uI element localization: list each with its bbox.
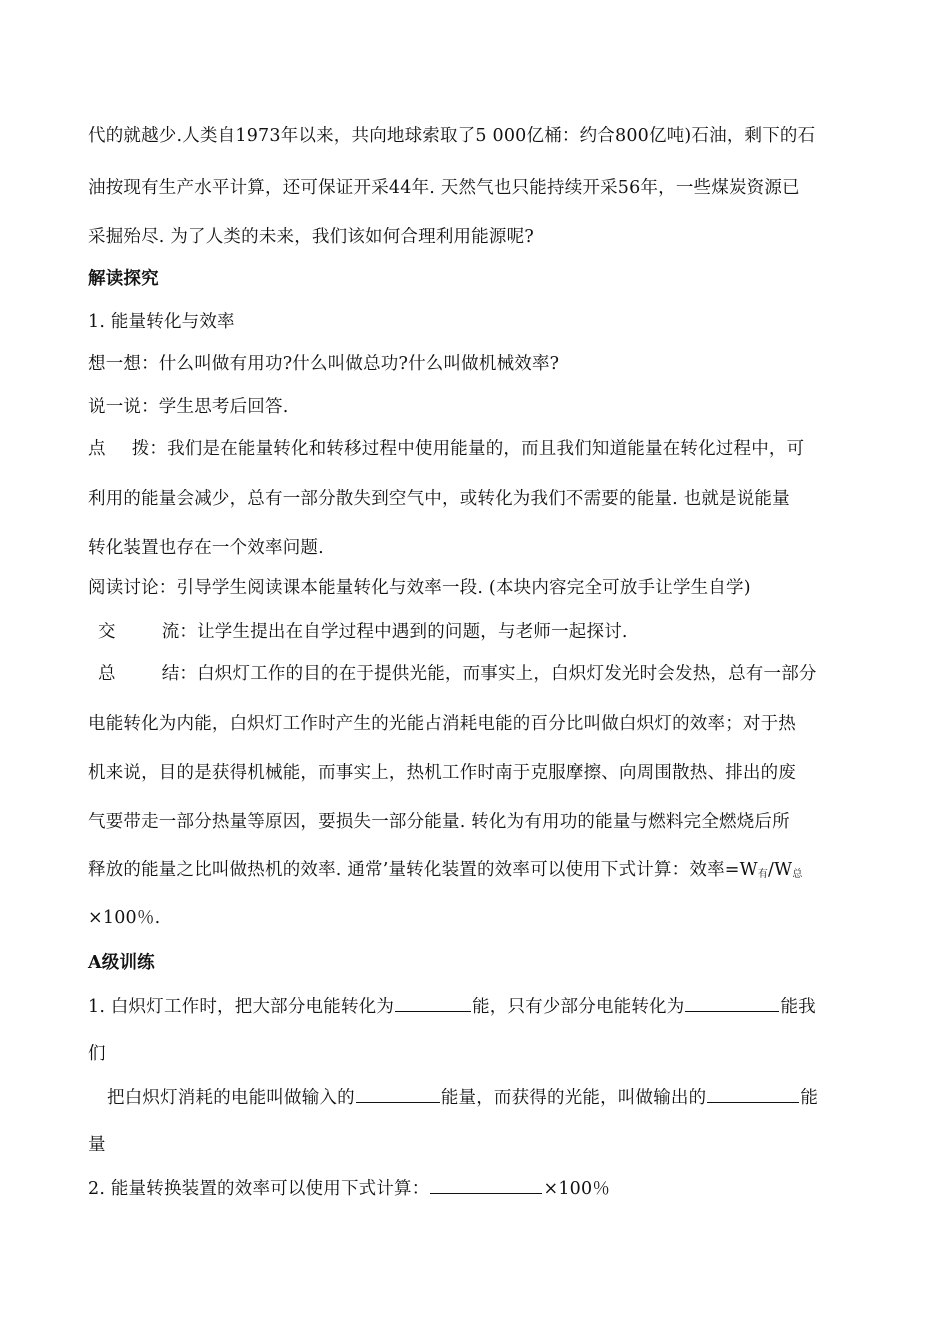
q1-blank-2[interactable] <box>685 993 779 1012</box>
q2-text-a: 2. 能量转换装置的效率可以使用下式计算： <box>88 1179 430 1199</box>
exchange-line <box>98 620 628 644</box>
q1-text-g: 能 <box>800 1088 819 1108</box>
say-paragraph: 说一说：学生思考后回答. <box>88 397 289 417</box>
q1-blank-4[interactable] <box>707 1084 799 1103</box>
summary-line-2: 电能转化为内能，白炽灯工作时产生的光能占消耗电能的百分比叫做白炽灯的效率；对于热 <box>88 714 796 734</box>
question-2-line <box>88 1175 610 1201</box>
point-label-b: 拨： <box>131 439 168 459</box>
point-line-1 <box>88 437 804 461</box>
summary-label-b: 结： <box>161 664 198 684</box>
q1-blank-3[interactable] <box>356 1084 440 1103</box>
intro-line-1: 代的就越少.人类自1973年以来，共向地球索取了5 000亿桶：约合800亿吨)石油，剩下的石 <box>88 126 816 146</box>
question-1-line-4: 量 <box>88 1135 106 1155</box>
q1-text-a: 1. 白炽灯工作时，把大部分电能转化为 <box>88 997 395 1017</box>
summary-line-4: 气要带走一部分热量等原因，要损失一部分能量. 转化为有用功的能量与燃料完全燃烧后所 <box>88 812 790 832</box>
q1-blank-1[interactable] <box>395 993 471 1012</box>
subscript-zong: 总 <box>792 869 803 880</box>
intro-line-3: 采掘殆尽. 为了人类的未来，我们该如何合理利用能源呢? <box>88 227 534 247</box>
subheading-energy-efficiency: 1. 能量转化与效率 <box>88 312 235 332</box>
q2-text-b: ×100％ <box>543 1179 611 1199</box>
question-1-line-1 <box>88 993 816 1019</box>
q1-text-f: 能量，而获得的光能，叫做输出的 <box>440 1088 707 1108</box>
point-line-2: 利用的能量会减少，总有一部分散失到空气中，或转化为我们不需要的能量. 也就是说能量 <box>88 489 790 509</box>
q2-blank[interactable] <box>430 1175 542 1194</box>
summary-line-6: ×100％. <box>88 908 161 928</box>
point-label-a: 点 <box>88 439 106 459</box>
formula-slash-w: /W <box>768 860 793 880</box>
intro-line-2: 油按现有生产水平计算，还可保证开采44年. 天然气也只能持续开采56年，一些煤炭资源已 <box>88 178 800 198</box>
read-discuss-paragraph: 阅读讨论：引导学生阅读课本能量转化与效率一段. (本块内容完全可放手让学生自学) <box>88 578 751 598</box>
think-paragraph: 想一想：什么叫做有用功?什么叫做总功?什么叫做机械效率? <box>88 354 560 374</box>
point-line-3: 转化装置也存在一个效率问题. <box>88 538 324 558</box>
section-heading-jiedu: 解读探究 <box>88 269 159 289</box>
summary-text-5: 释放的能量之比叫做热机的效率. 通常’量转化装置的效率可以使用下式计算：效率=W <box>88 860 758 880</box>
exchange-text: 让学生提出在自学过程中遇到的问题，与老师一起探讨. <box>197 622 628 642</box>
summary-text-1: 白炽灯工作的目的在于提供光能，而事实上，白炽灯发光时会发热，总有一部分 <box>197 664 817 684</box>
summary-line-1 <box>98 662 817 686</box>
summary-line-5 <box>88 858 803 887</box>
exchange-label-b: 流： <box>161 622 198 642</box>
summary-label-a: 总 <box>98 664 116 684</box>
q1-text-c: 能我 <box>780 997 816 1017</box>
subscript-you: 有 <box>757 869 769 880</box>
question-1-line-3 <box>107 1084 818 1110</box>
summary-line-3: 机来说，目的是获得机械能，而事实上，热机工作时南于克服摩擦、向周围散热、排出的废 <box>88 763 796 783</box>
point-text-1: 我们是在能量转化和转移过程中使用能量的，而且我们知道能量在转化过程中，可 <box>167 439 805 459</box>
question-1-line-2: 们 <box>88 1044 106 1064</box>
exchange-label-a: 交 <box>98 622 116 642</box>
q1-text-b: 能，只有少部分电能转化为 <box>472 997 685 1017</box>
q1-text-e: 把白炽灯消耗的电能叫做输入的 <box>107 1088 355 1108</box>
section-heading-a-level: A级训练 <box>88 953 155 973</box>
